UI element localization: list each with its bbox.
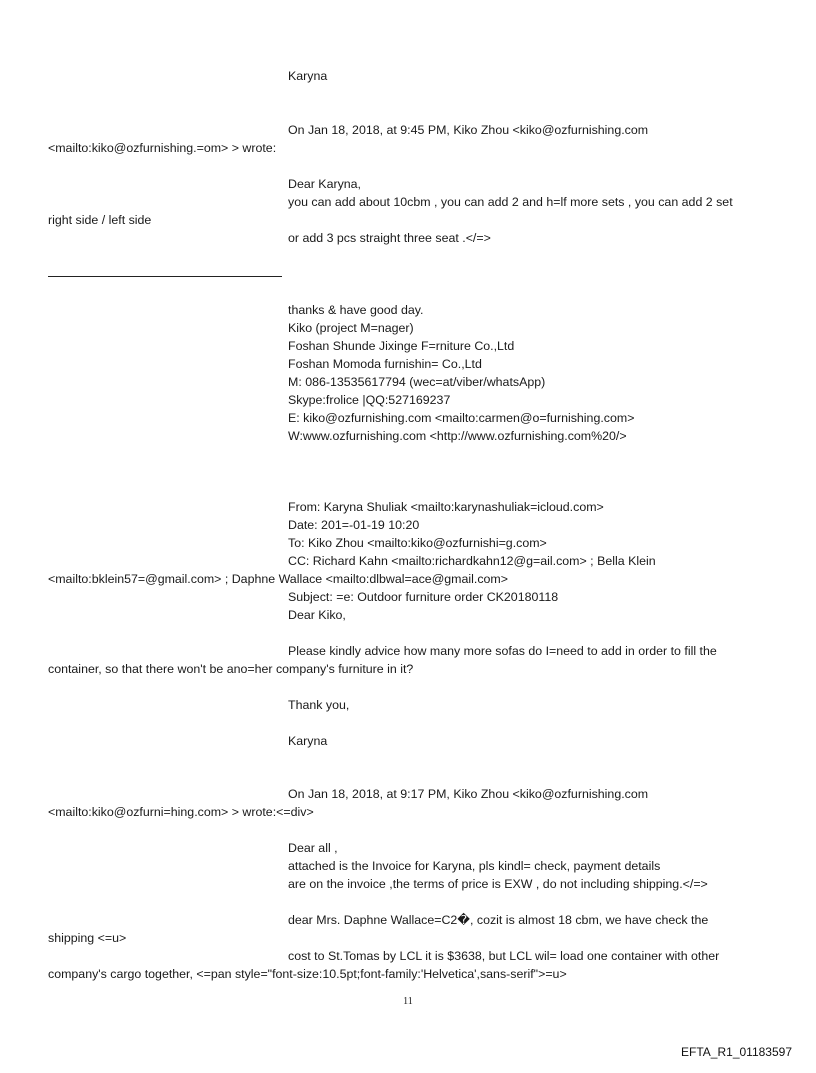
- body-line-continuation: company's cargo together, <=pan style="font-size:10.5pt;font-family:'Helvetica',sans-serif">=u>: [48, 967, 567, 981]
- body-line: or add 3 pcs straight three seat .</=>: [288, 231, 491, 245]
- page-number: 11: [403, 996, 413, 1007]
- body-line-continuation: shipping <=u>: [48, 931, 127, 945]
- quote-header-line: On Jan 18, 2018, at 9:17 PM, Kiko Zhou <kiko@ozfurnishing.com: [288, 787, 649, 801]
- signature-divider: [48, 276, 282, 277]
- body-line: you can add about 10cbm , you can add 2 and h=lf more sets , you can add 2 set: [288, 195, 733, 209]
- signature-karyna: Karyna: [288, 734, 328, 748]
- quote-header-continuation: <mailto:kiko@ozfurnishing.=om> > wrote:: [48, 141, 277, 155]
- header-subject: Subject: =e: Outdoor furniture order CK20180118: [288, 590, 559, 604]
- greeting-line: Dear Kiko,: [288, 608, 346, 622]
- signature-line: W:www.ozfurnishing.com <http://www.ozfurnishing.com%20/>: [288, 429, 627, 443]
- bates-stamp: EFTA_R1_01183597: [681, 1045, 792, 1059]
- signature-karyna: Karyna: [288, 69, 328, 83]
- body-line: Please kindly advice how many more sofas do I=need to add in order to fill the: [288, 644, 717, 658]
- signature-line: Foshan Shunde Jixinge F=rniture Co.,Ltd: [288, 339, 515, 353]
- signature-line: Kiko (project M=nager): [288, 321, 414, 335]
- signature-line: Foshan Momoda furnishin= Co.,Ltd: [288, 357, 482, 371]
- body-line: dear Mrs. Daphne Wallace=C2�, cozit is almost 18 cbm, we have check the: [288, 913, 709, 927]
- closing-line: Thank you,: [288, 698, 350, 712]
- header-cc-continuation: <mailto:bklein57=@gmail.com> ; Daphne Wallace <mailto:dlbwal=ace@gmail.com>: [48, 572, 508, 586]
- signature-line: Skype:frolice |QQ:527169237: [288, 393, 451, 407]
- signature-line: E: kiko@ozfurnishing.com <mailto:carmen@o=furnishing.com>: [288, 411, 635, 425]
- body-line-continuation: container, so that there won't be ano=her company's furniture in it?: [48, 662, 414, 676]
- greeting-line: Dear all ,: [288, 841, 338, 855]
- body-line: attached is the Invoice for Karyna, pls kindl= check, payment details: [288, 859, 661, 873]
- header-date: Date: 201=-01-19 10:20: [288, 518, 420, 532]
- body-line-continuation: right side / left side: [48, 213, 152, 227]
- header-cc: CC: Richard Kahn <mailto:richardkahn12@g=ail.com> ; Bella Klein: [288, 554, 656, 568]
- greeting-line: Dear Karyna,: [288, 177, 362, 191]
- signature-line: thanks & have good day.: [288, 303, 424, 317]
- quote-header-continuation: <mailto:kiko@ozfurni=hing.com> > wrote:<=div>: [48, 805, 314, 819]
- header-from: From: Karyna Shuliak <mailto:karynashuliak=icloud.com>: [288, 500, 604, 514]
- body-line: cost to St.Tomas by LCL it is $3638, but LCL wil= load one container with other: [288, 949, 720, 963]
- body-line: are on the invoice ,the terms of price is EXW , do not including shipping.</=>: [288, 877, 708, 891]
- header-to: To: Kiko Zhou <mailto:kiko@ozfurnishi=g.com>: [288, 536, 547, 550]
- signature-line: M: 086-13535617794 (wec=at/viber/whatsApp): [288, 375, 546, 389]
- quote-header-line: On Jan 18, 2018, at 9:45 PM, Kiko Zhou <kiko@ozfurnishing.com: [288, 123, 649, 137]
